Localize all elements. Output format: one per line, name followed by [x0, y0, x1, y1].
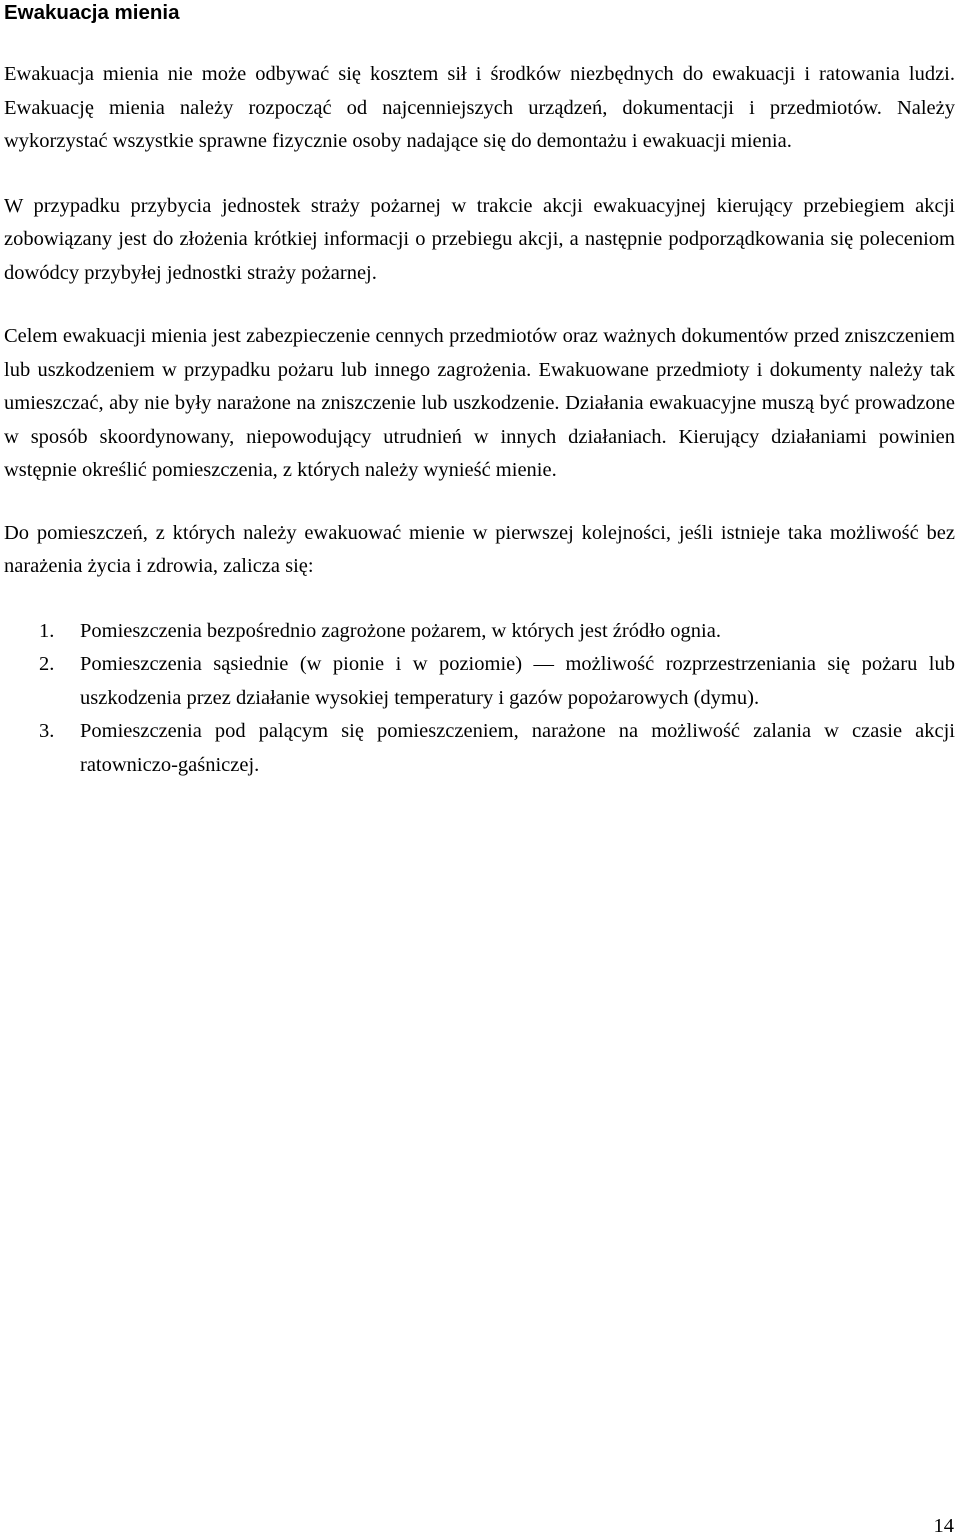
document-page	[4, 0, 955, 782]
list-item-number: 1.	[39, 619, 55, 642]
list-item	[4, 648, 955, 715]
paragraph-fire-brigade-arrival: W przypadku przybycia jednostek straży pożarnej w trakcie akcji ewakuacyjnej kierujący przebiegiem akcji zobowiązany jest do złożenia krótkiej informacji o przebiegu akcji, a następnie podporządkowania się poleceniom dowódcy przybyłej jednostki straży pożarnej.	[4, 194, 955, 284]
list-item-number: 3.	[39, 720, 55, 742]
list-item-text: Pomieszczenia pod palącym się pomieszczeniem, narażone na możliwość zalania w czasie akcji ratowniczo-gaśniczej.	[80, 720, 955, 776]
rooms-list	[4, 615, 955, 783]
list-item-text: Pomieszczenia sąsiednie (w pionie i w poziomie) — możliwość rozprzestrzeniania się pożaru lub uszkodzenia przez działanie wysokiej temperatury i gazów popożarowych (dymu).	[80, 653, 955, 709]
paragraph-evacuation-priority: Ewakuacja mienia nie może odbywać się kosztem sił i środków niezbędnych do ewakuacji i ratowania ludzi. Ewakuację mienia należy rozpocząć od najcenniejszych urządzeń, dokumentacji i przedmiotów. Należy wykorzystać wszystkie sprawne fizycznie osoby nadające się do demontażu i ewakuacji mienia.	[4, 63, 955, 152]
list-item-number: 2.	[39, 653, 55, 675]
list-item-text: Pomieszczenia bezpośrednio zagrożone pożarem, w których jest źródło ognia.	[80, 619, 721, 642]
paragraph-evacuation-purpose: Celem ewakuacji mienia jest zabezpieczenie cennych przedmiotów oraz ważnych dokumentów przed zniszczeniem lub uszkodzeniem w przypadku pożaru lub innego zagrożenia. Ewakuowane przedmioty i dokumenty należy tak umieszczać, aby nie były narażone na zniszczenie lub uszkodzenie. Działania ewakuacyjne muszą być prowadzone w sposób skoordynowany, niepowodujący utrudnień w innych działaniach. Kierujący działaniami powinien wstępnie określić pomieszczenia, z których należy wynieść mienie.	[4, 325, 955, 481]
page-number: 14	[933, 1515, 954, 1537]
list-item	[4, 615, 955, 649]
page-title: Ewakuacja mienia	[4, 1, 180, 24]
paragraph-rooms-intro: Do pomieszczeń, z których należy ewakuować mienie w pierwszej kolejności, jeśli istnieje taka możliwość bez narażenia życia i zdrowia, zalicza się:	[4, 521, 955, 577]
list-item	[4, 715, 955, 782]
